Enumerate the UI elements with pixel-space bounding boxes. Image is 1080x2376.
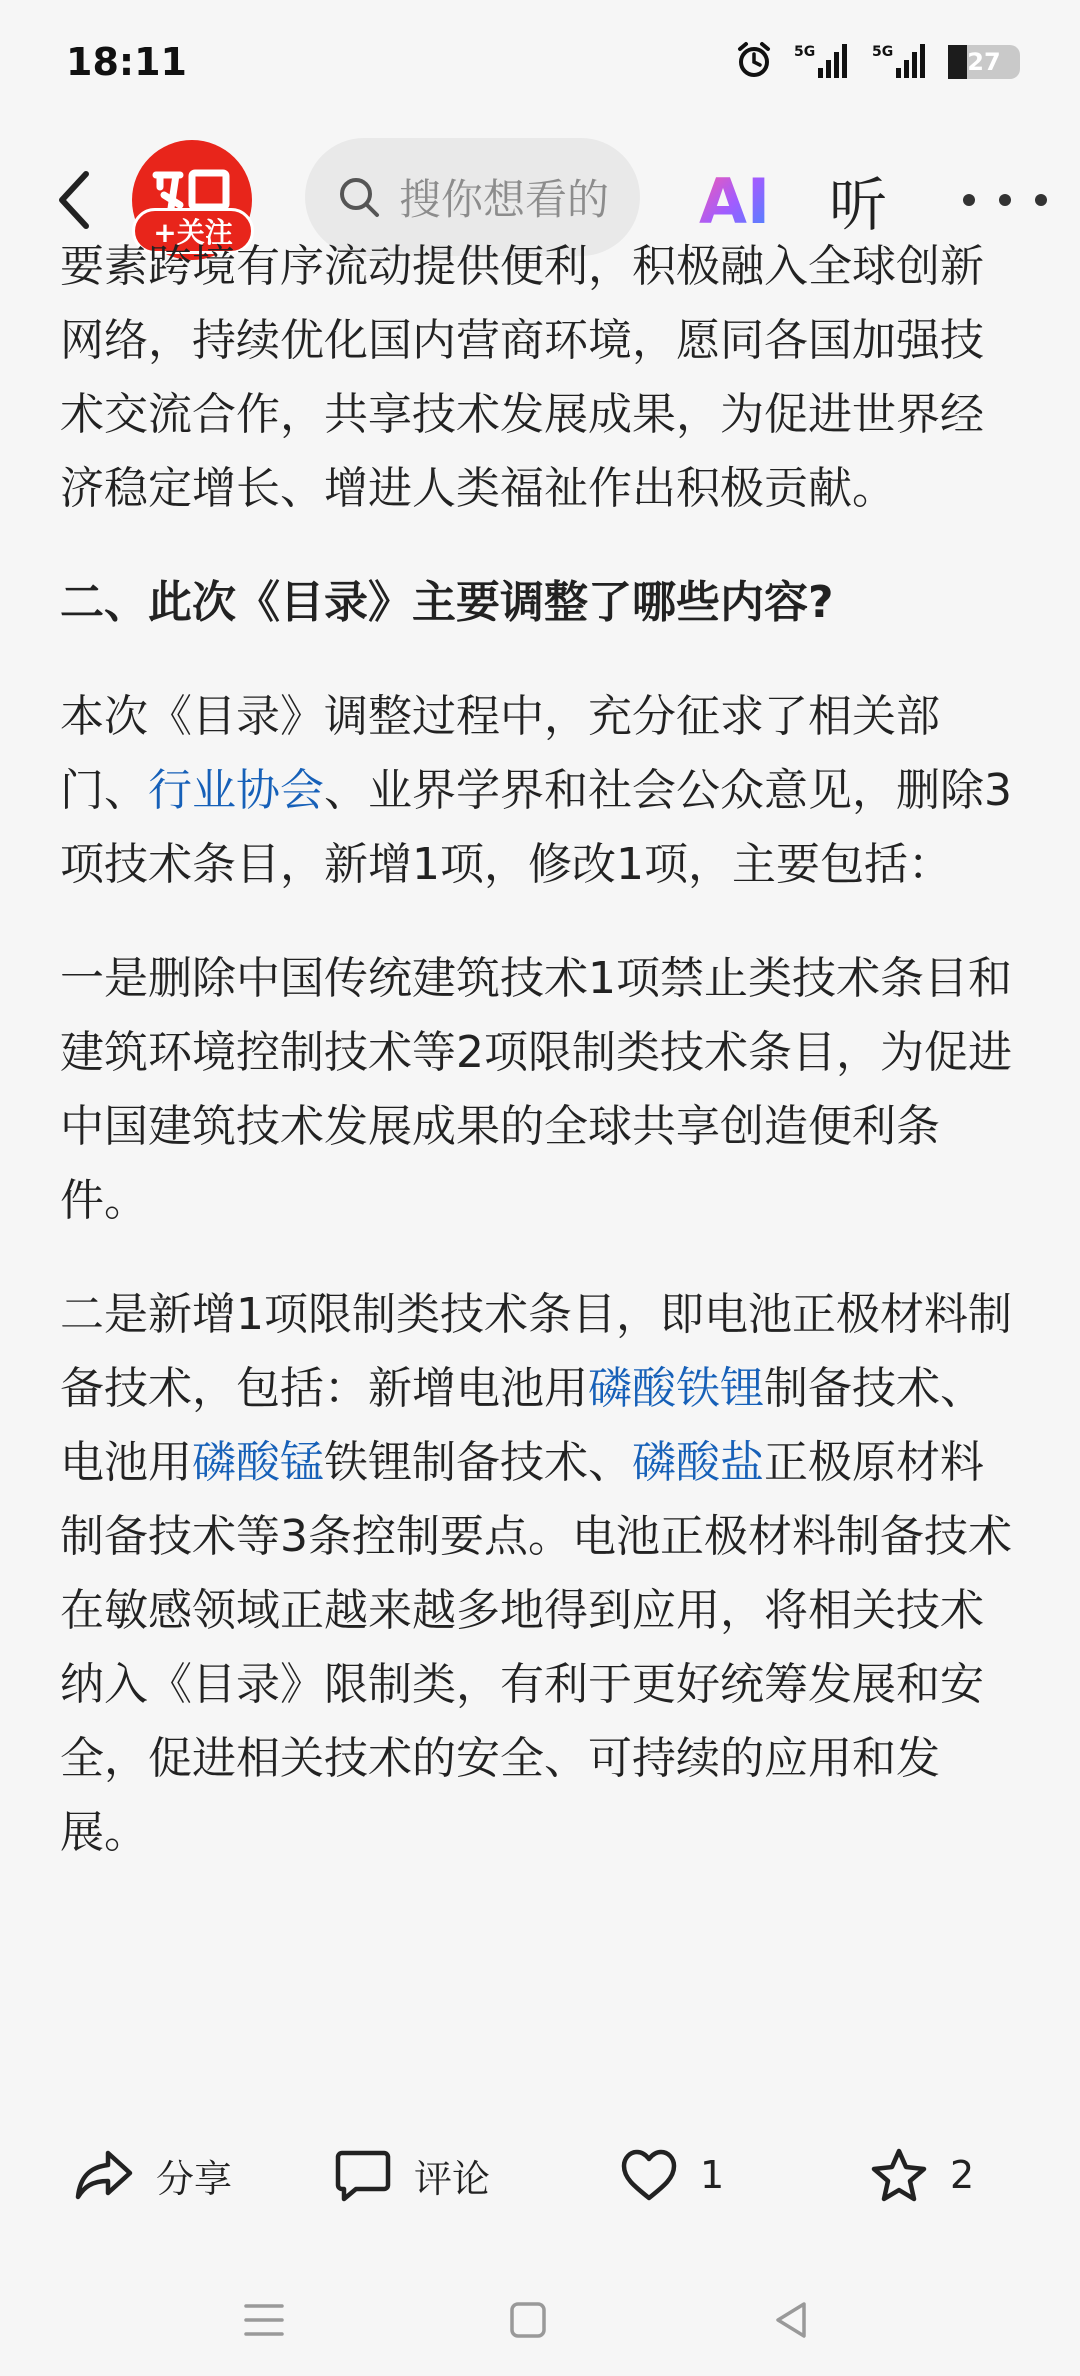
listen-button[interactable]: 听 <box>828 171 887 239</box>
search-icon <box>337 175 381 219</box>
share-label: 分享 <box>156 2156 233 2201</box>
comment-label: 评论 <box>414 2156 491 2201</box>
link-lithium-iron-phosphate[interactable]: 磷酸铁锂 <box>588 1363 764 1414</box>
nav-menu-button[interactable] <box>234 2290 294 2350</box>
svg-text:AI: AI <box>699 165 771 238</box>
home-square-icon <box>508 2300 548 2340</box>
article-paragraph-3: 一是删除中国传统建筑技术1项禁止类技术条目和建筑环境控制技术等2项限制类技术条目，为促进中国建筑技术发展成果的全球共享创造便利条件。 <box>60 953 1012 1226</box>
follow-button[interactable]: +关注 <box>132 208 254 254</box>
more-options-button[interactable] <box>950 170 1060 230</box>
back-button[interactable] <box>44 160 104 240</box>
signal-5g-icon-2 <box>870 40 930 84</box>
favorite-button[interactable] <box>870 2140 974 2210</box>
star-icon <box>870 2147 928 2203</box>
status-icons <box>734 40 1020 84</box>
comment-button[interactable] <box>334 2140 490 2210</box>
ai-icon <box>695 165 795 238</box>
share-icon <box>74 2147 134 2203</box>
search-placeholder: 搜你想看的 <box>399 175 610 224</box>
status-bar <box>0 0 1080 130</box>
section-heading: 二、此次《目录》主要调整了哪些内容? <box>60 577 834 628</box>
like-count: 1 <box>700 2153 725 2197</box>
battery-indicator <box>948 45 1020 79</box>
status-time: 18:11 <box>66 40 187 84</box>
heart-icon <box>620 2148 678 2202</box>
nav-home-button[interactable] <box>498 2290 558 2350</box>
like-button[interactable] <box>620 2140 724 2210</box>
more-dots-icon <box>955 190 1055 210</box>
article-action-bar <box>0 2100 1080 2240</box>
nav-back-button[interactable] <box>762 2290 822 2350</box>
menu-lines-icon <box>242 2300 286 2340</box>
ai-button[interactable] <box>690 162 800 238</box>
back-triangle-icon <box>772 2300 812 2340</box>
article-paragraph-1: 要素跨境有序流动提供便利，积极融入全球创新网络，持续优化国内营商环境，愿同各国加强技术交流合作，共享技术发展成果，为促进世界经济稳定增长、增进人类福祉作出积极贡献。 <box>60 241 984 514</box>
alarm-icon <box>734 40 774 84</box>
comment-icon <box>334 2147 392 2203</box>
link-manganese-phosphate[interactable]: 磷酸锰 <box>192 1437 324 1488</box>
favorite-count: 2 <box>950 2153 975 2197</box>
article-paragraph-4: 二是新增1项限制类技术条目，即电池正极材料制备技术，包括：新增电池用磷酸铁锂制备技术、电池用磷酸锰铁锂制备技术、磷酸盐正极原材料制备技术等3条控制要点。电池正极材料制备技术在敏感领域正越来越多地得到应用，将相关技术纳入《目录》限制类，有利于更好统筹发展和安全，促进相关技术的安全、可持续的应用和发展。 <box>60 1289 1012 1858</box>
svg-text:5G: 5G <box>794 44 816 60</box>
signal-5g-icon-1 <box>792 40 852 84</box>
share-button[interactable] <box>74 2140 232 2210</box>
link-industry-association[interactable]: 行业协会 <box>148 765 324 816</box>
article-body <box>60 241 1022 2060</box>
article-paragraph-2: 本次《目录》调整过程中，充分征求了相关部门、行业协会、业界学界和社会公众意见，删除3项技术条目，新增1项，修改1项，主要包括： <box>60 691 1012 890</box>
back-arrow-icon <box>54 168 94 232</box>
battery-level: 27 <box>967 48 1001 76</box>
svg-text:5G: 5G <box>872 44 894 60</box>
system-nav-bar <box>0 2250 1080 2376</box>
link-phosphate[interactable]: 磷酸盐 <box>632 1437 764 1488</box>
